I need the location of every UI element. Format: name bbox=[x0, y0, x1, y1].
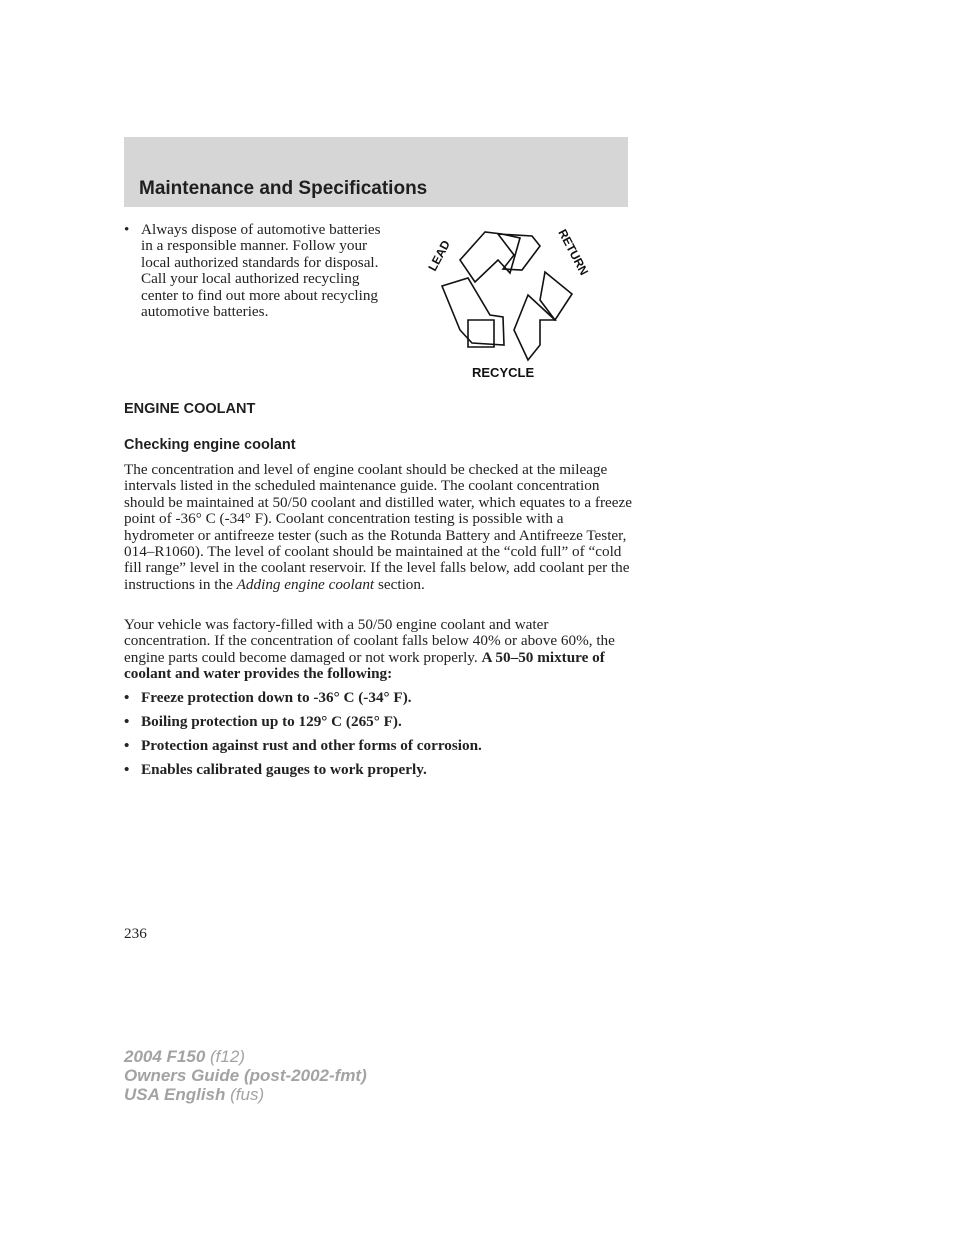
recycle-arrow-right bbox=[540, 272, 572, 320]
bullet-icon: • bbox=[124, 761, 130, 778]
section-header-band bbox=[124, 137, 628, 207]
lead-recycle-logo bbox=[410, 220, 610, 385]
footer-line-language: USA English (fus) bbox=[124, 1085, 265, 1104]
page-number: 236 bbox=[124, 925, 147, 942]
footer-line-guide: Owners Guide (post-2002-fmt) bbox=[124, 1066, 367, 1085]
bullet-icon: • bbox=[124, 689, 130, 706]
section-title: Maintenance and Specifications bbox=[139, 178, 428, 199]
factory-fill-paragraph: Your vehicle was factory-filled with a 50/50 engine coolant and water concentration. If the concentration of coolant falls below 40% or above 60%, the engine parts could become damaged or not work properly. A 50–50 mixture of coolant and water provides the following: bbox=[124, 616, 615, 683]
battery-disposal-bullet bbox=[124, 222, 384, 342]
bullet-icon: • bbox=[124, 737, 130, 754]
logo-label-lead: LEAD bbox=[425, 237, 453, 274]
coolant-check-paragraph: The concentration and level of engine coolant should be checked at the mileage intervals listed in the scheduled maintenance guide. The coolant concentration should be maintained at 50/50 coolant and distilled water, which equates to a freeze point of -36° C (-34° F). Coolant concentration testing is possible with a hydrometer or antifreeze tester (such as the Rotunda Battery and Antifreeze Tester, 014–R1060). The level of coolant should be maintained at the “cold full” of “cold fill range” level in the coolant reservoir. If the level falls below, add coolant per the instructions in the Adding engine coolant section. bbox=[124, 461, 633, 593]
engine-coolant-heading: ENGINE COOLANT bbox=[124, 401, 256, 417]
bullet-icon: • bbox=[124, 221, 130, 238]
battery-disposal-text: Always dispose of automotive batteries in a responsible manner. Follow your local authorized standards for disposal. Call your local authorized recycling center to find out more about recycling automotive batteries. bbox=[141, 221, 381, 321]
checking-coolant-subheading: Checking engine coolant bbox=[124, 437, 296, 453]
logo-label-return: RETURN bbox=[555, 226, 592, 278]
bullet-icon: • bbox=[124, 713, 130, 730]
recycle-arrow-right-head bbox=[514, 295, 555, 360]
recycle-arrow-top bbox=[460, 232, 520, 282]
logo-label-recycle: RECYCLE bbox=[472, 365, 535, 380]
document-footer bbox=[124, 1047, 367, 1104]
footer-line-model: 2004 F150 (f12) bbox=[124, 1047, 245, 1066]
adding-coolant-reference: Adding engine coolant bbox=[236, 575, 375, 593]
